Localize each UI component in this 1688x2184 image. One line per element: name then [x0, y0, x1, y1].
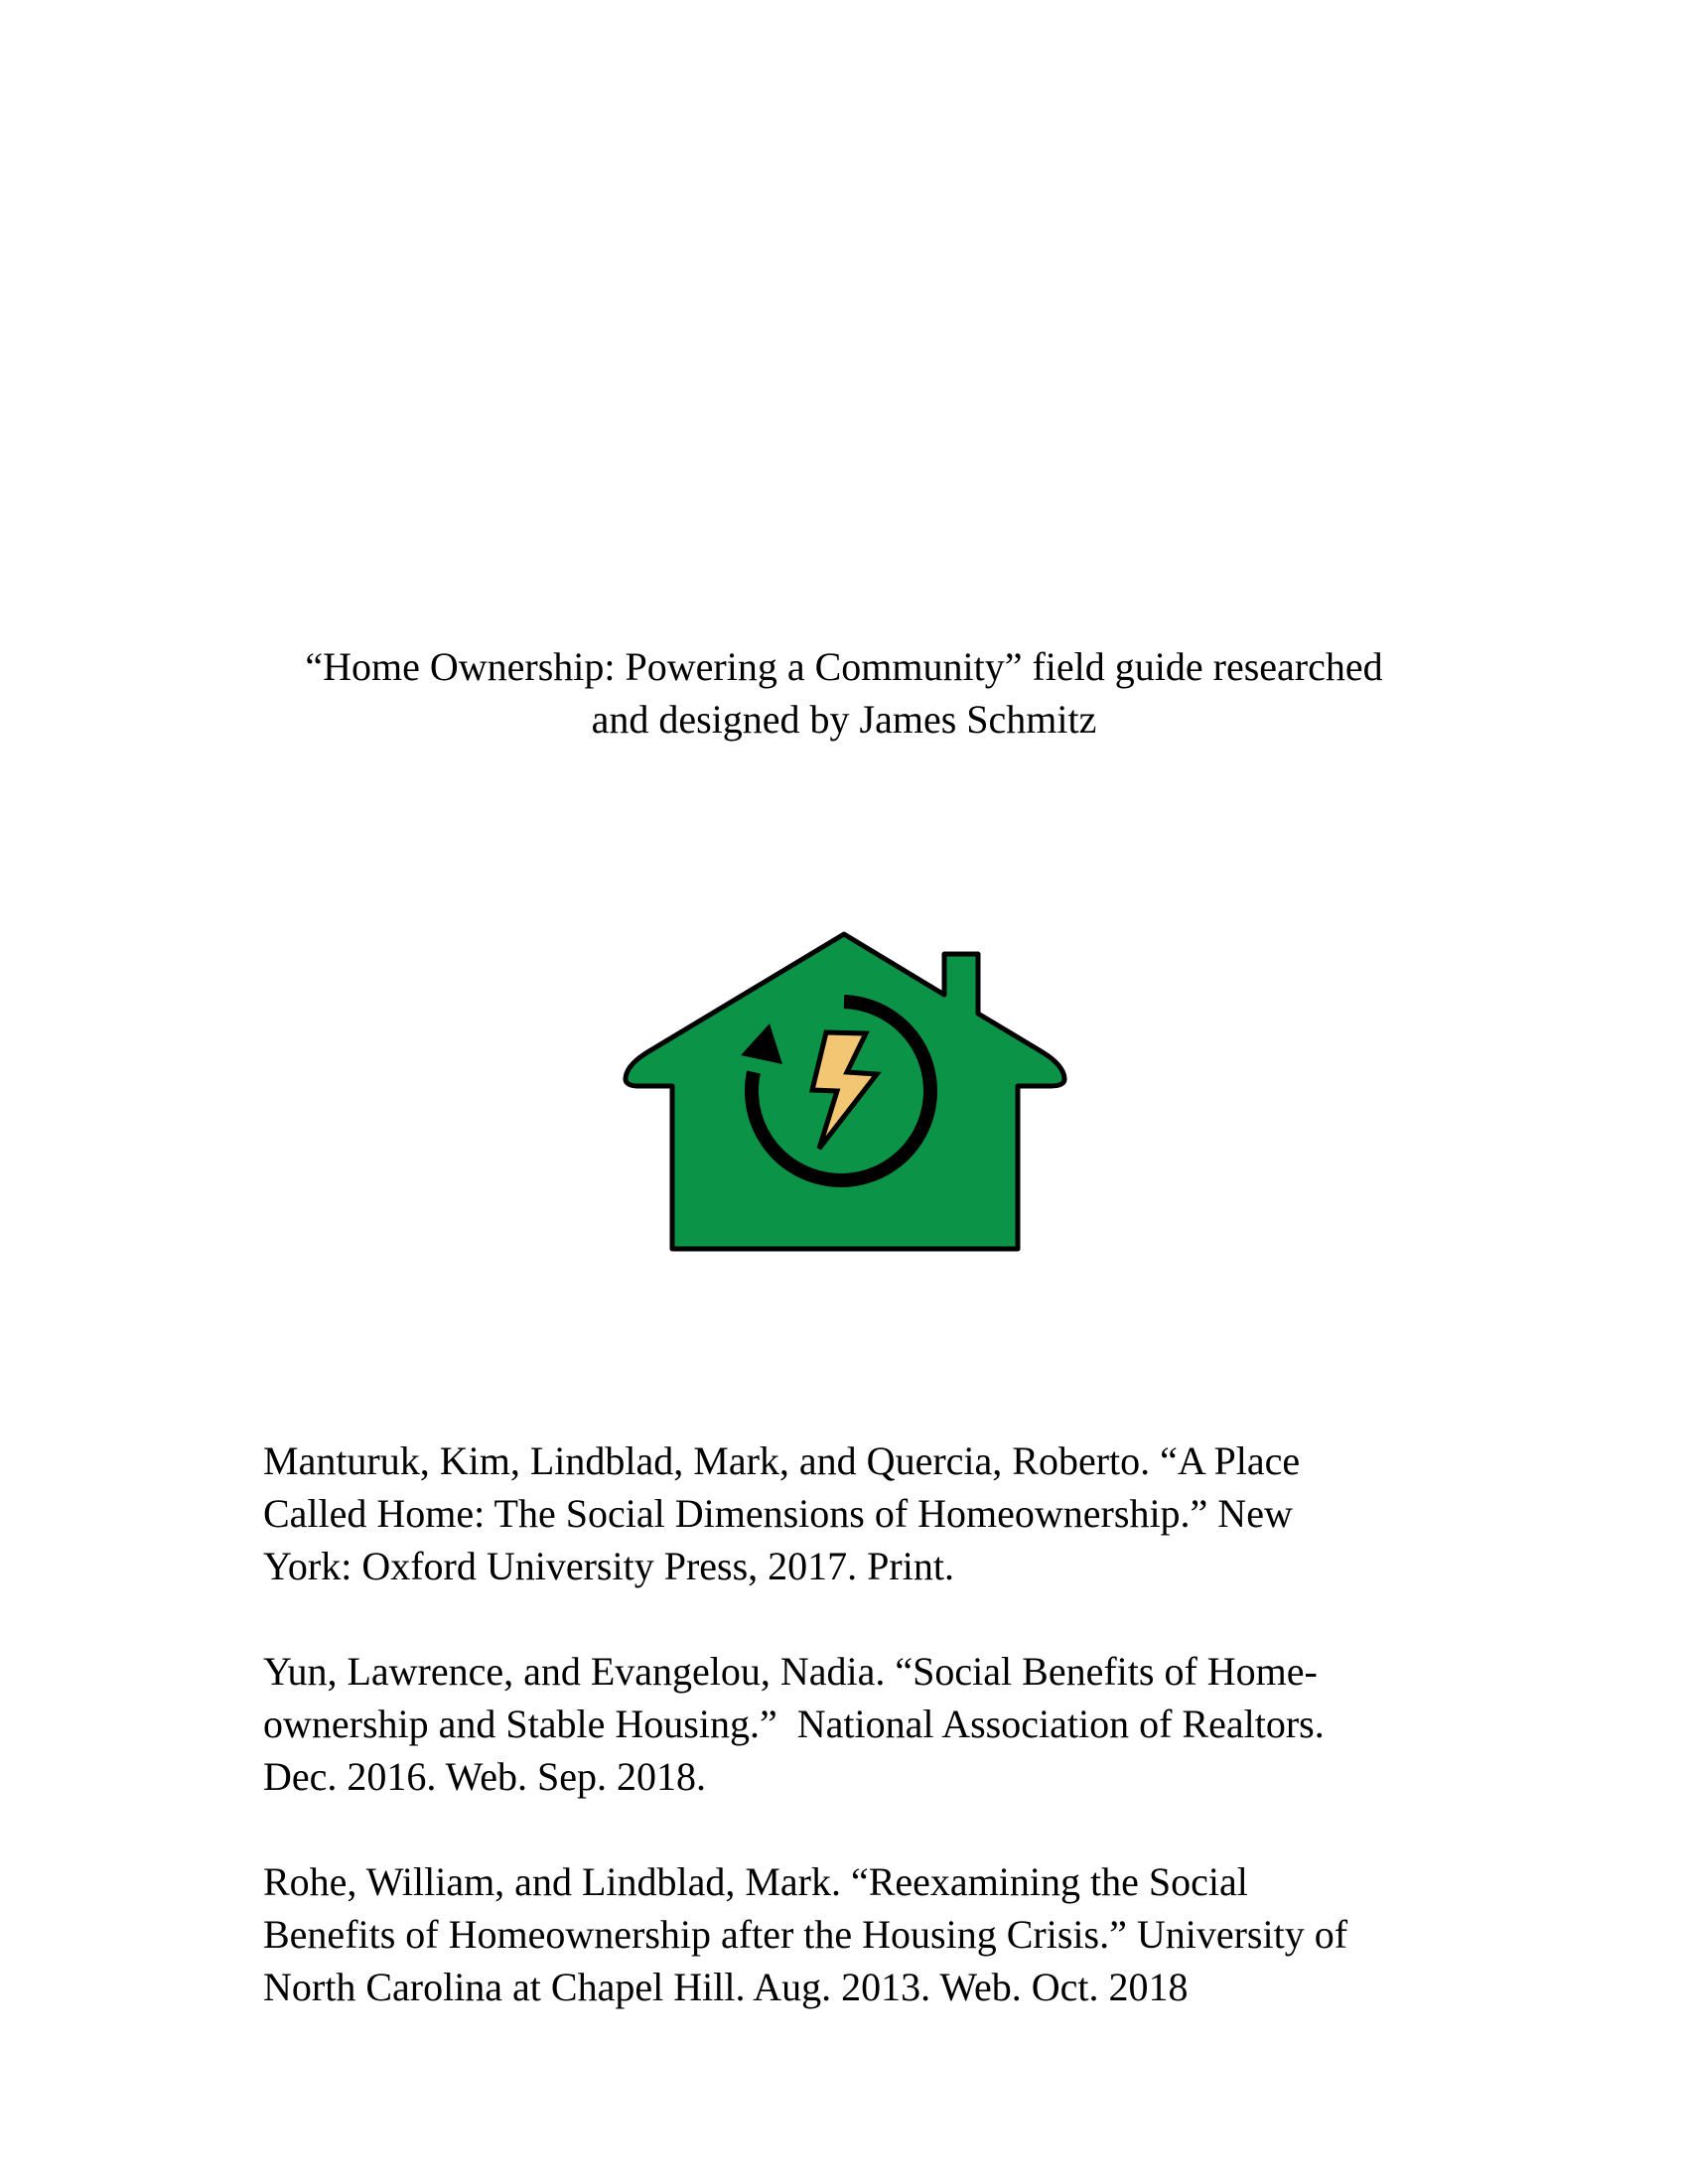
- citation-entry-2: [263, 1645, 1465, 1803]
- citation-line: York: Oxford University Press, 2017. Print.: [263, 1544, 954, 1588]
- citation-line: Called Home: The Social Dimensions of Homeownership.” New: [263, 1491, 1293, 1536]
- title-line-2: and designed by James Schmitz: [591, 697, 1097, 742]
- citation-line: Rohe, William, and Lindblad, Mark. “Reexamining the Social: [263, 1859, 1248, 1904]
- house-energy-svg: [596, 918, 1092, 1261]
- title-line-1: “Home Ownership: Powering a Community” field guide researched: [305, 644, 1383, 689]
- citation-line: North Carolina at Chapel Hill. Aug. 2013. Web. Oct. 2018: [263, 1965, 1189, 2009]
- citation-line: Benefits of Homeownership after the Housing Crisis.” University of: [263, 1912, 1348, 1957]
- citation-entry-3: [263, 1855, 1465, 2013]
- document-title: [0, 640, 1688, 746]
- citation-line: ownership and Stable Housing.” National Association of Realtors.: [263, 1702, 1325, 1746]
- citation-entry-1: [263, 1434, 1465, 1592]
- citation-line: Dec. 2016. Web. Sep. 2018.: [263, 1754, 706, 1799]
- citation-line: Manturuk, Kim, Lindblad, Mark, and Quercia, Roberto. “A Place: [263, 1438, 1301, 1483]
- citations-section: [263, 1434, 1465, 2013]
- citation-line: Yun, Lawrence, and Evangelou, Nadia. “Social Benefits of Home-: [263, 1649, 1318, 1694]
- house-energy-icon: [596, 918, 1092, 1261]
